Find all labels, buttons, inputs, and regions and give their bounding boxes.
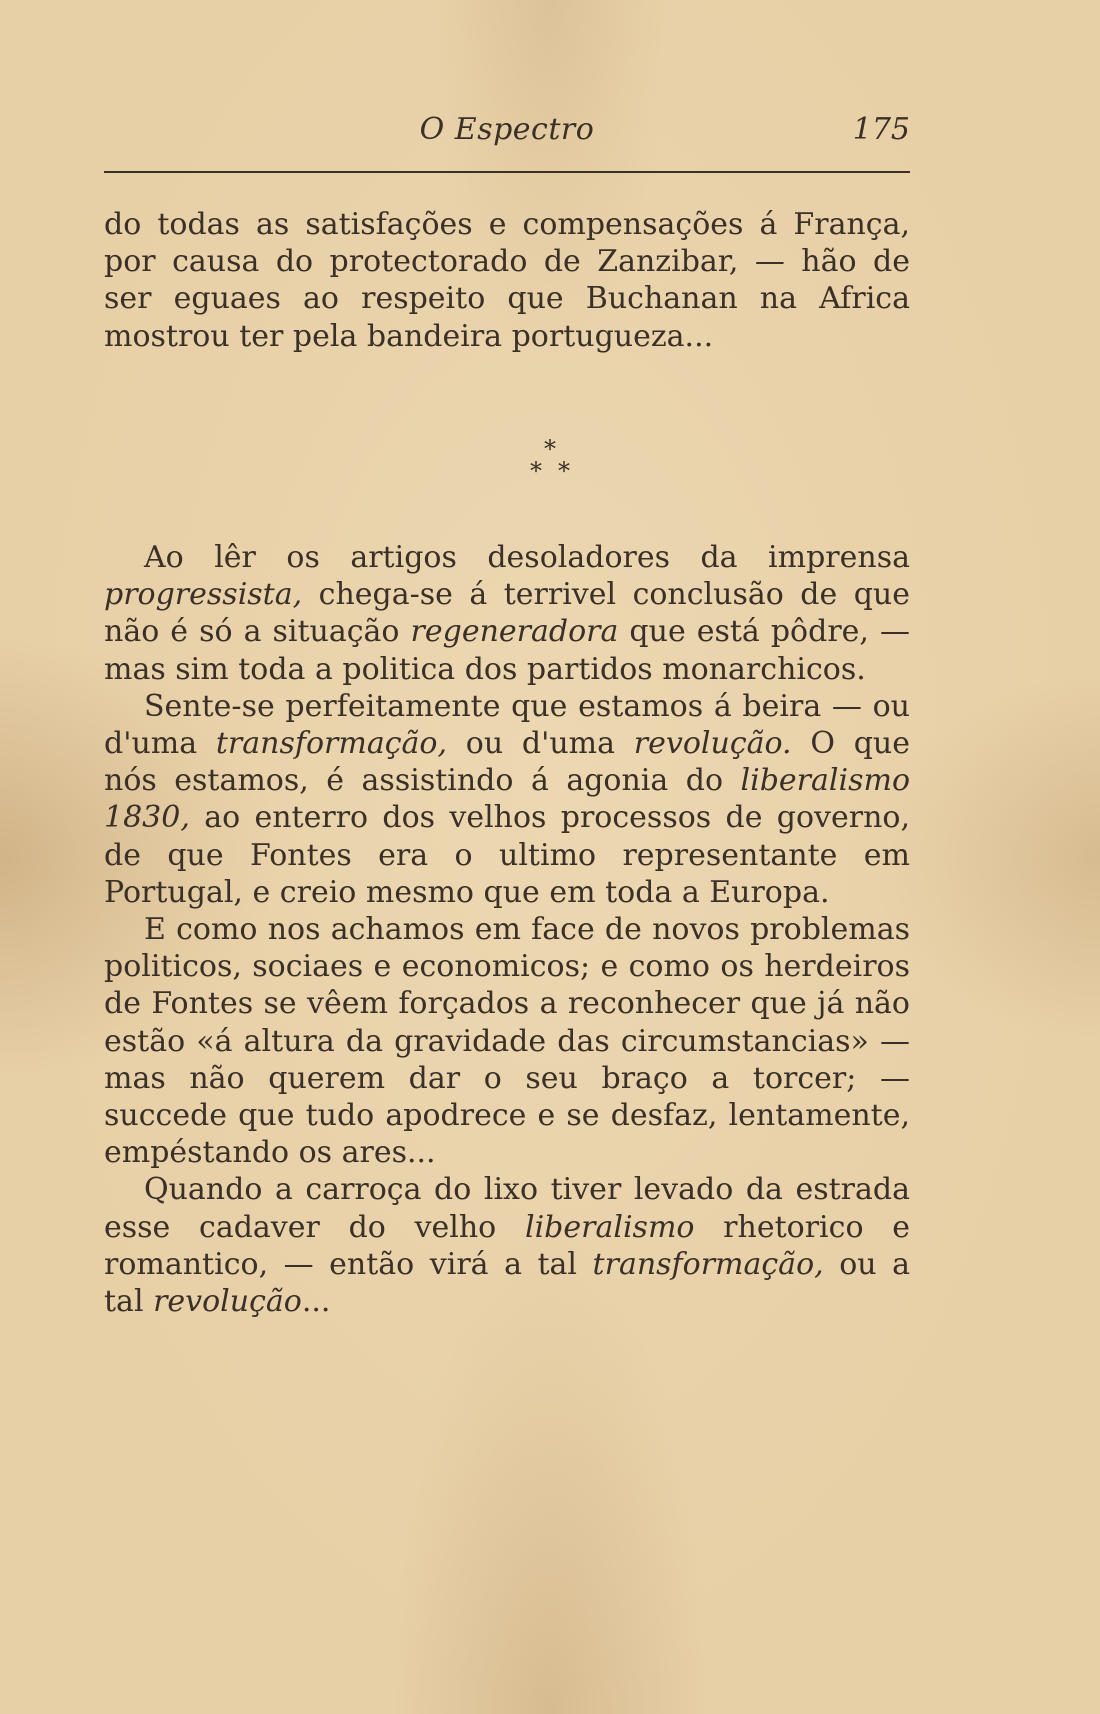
p2-text-a: Ao lêr os artigos desoladores da imprensa	[144, 540, 910, 575]
main-text-block	[104, 539, 910, 1320]
asterism-top-star: *	[544, 435, 556, 463]
p5-text-g: ...	[301, 1284, 331, 1320]
paragraph-3	[104, 688, 910, 911]
p3-emph-revolucao: revolução.	[633, 726, 792, 762]
paragraph-2	[104, 539, 910, 688]
paragraph-5	[104, 1171, 910, 1320]
p5-emph-revolucao: revolução	[153, 1284, 302, 1320]
running-head	[104, 112, 910, 158]
p2-text-e: que está pôdre, — mas sim toda a politica dos partidos monarchicos.	[104, 614, 910, 687]
asterism-bottom-row	[0, 457, 1100, 485]
page-number: 175	[852, 112, 910, 147]
p2-text-c: chega-se á terrivel conclusão de que não é só a situação	[104, 577, 910, 650]
p2-emph-regeneradora: regeneradora	[410, 614, 619, 650]
p3-text-g: ao enterro dos velhos processos de governo, de que Fontes era o ultimo representante em Portugal, e creio mesmo que em toda a Europa.	[104, 800, 910, 910]
p2-emph-progressista: progressista,	[104, 577, 303, 613]
p5-emph-transformacao: transformação,	[592, 1246, 824, 1282]
p5-text-e: ou a tal	[104, 1246, 910, 1320]
p3-emph-liberalismo: liberalismo 1830,	[104, 763, 910, 836]
p3-emph-transformacao: transformação,	[215, 726, 447, 762]
continued-paragraph-block	[104, 206, 910, 355]
p3-text-e: O que nós estamos, é assistindo á agonia do	[104, 726, 910, 799]
p5-text-c: rhetorico e romantico, — então virá a tal	[104, 1209, 910, 1282]
paragraph-1: do todas as satisfações e compensações á França, por causa do protectorado de Zanzibar, — hão de ser eguaes ao respeito que Buchanan na Africa mostrou ter pela bandeira portugueza...	[104, 207, 910, 354]
header-rule	[104, 171, 910, 173]
p5-emph-liberalismo: liberalismo	[524, 1209, 695, 1245]
p3-text-c: ou d'uma	[447, 726, 634, 762]
running-title: O Espectro	[419, 112, 595, 147]
p5-text-a: Quando a carroça do lixo tiver levado da estrada esse cadaver do velho	[104, 1172, 910, 1245]
p3-text-a: Sente-se perfeitamente que estamos á beira — ou d'uma	[104, 688, 910, 762]
asterism-left-star: *	[530, 457, 542, 485]
asterism-right-star: *	[558, 457, 570, 485]
asterism-divider	[0, 435, 1100, 486]
paragraph-4: E como nos achamos em face de novos problemas politicos, sociaes e economicos; e como os herdeiros de Fontes se vêem forçados a reconhecer que já não estão «á altura da gravidade das circumstancias» — mas não querem dar o seu braço a torcer; — succede que tudo apodrece e se desfaz, lentamente, empéstando os ares...	[104, 912, 910, 1171]
